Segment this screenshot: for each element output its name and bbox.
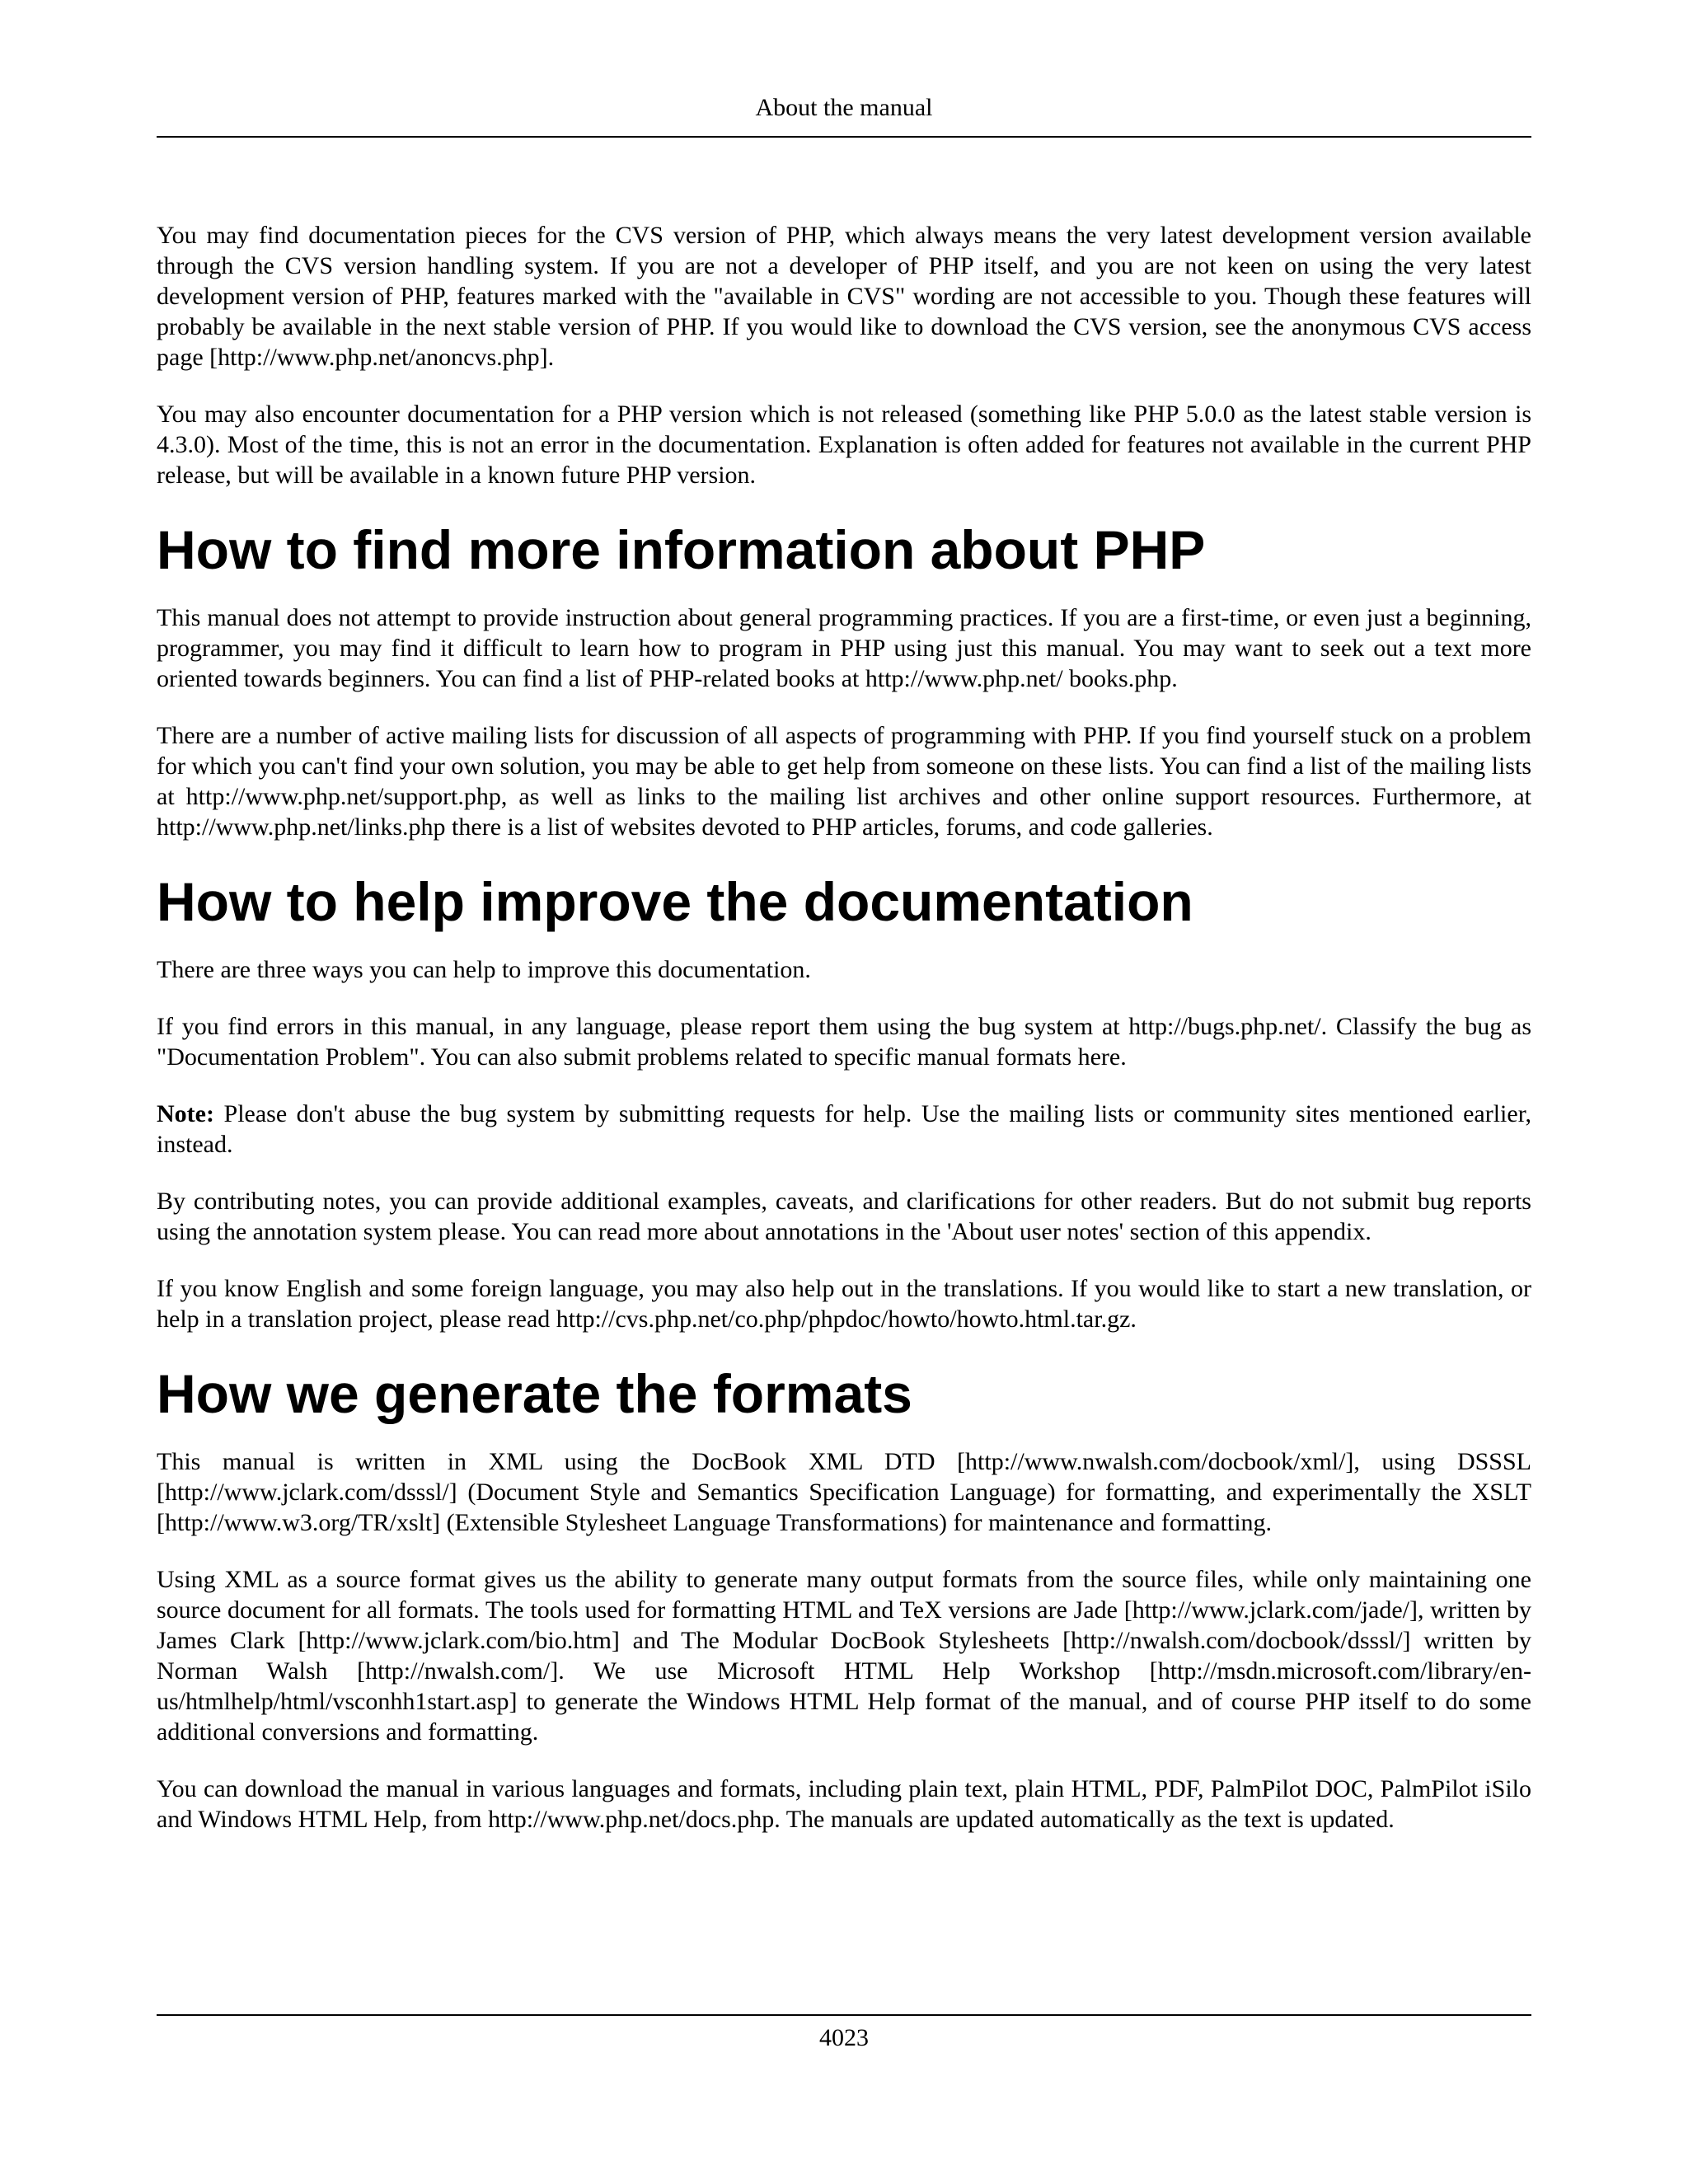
note-block: [157, 1099, 1531, 1160]
note-text: Please don't abuse the bug system by submitting requests for help. Use the mailing lists or community sites mentioned earlier, instead.: [157, 1100, 1531, 1158]
help-paragraph-translations: If you know English and some foreign language, you may also help out in the translations. If you would like to start a new translation, or help in a translation project, please read http://cvs.php.net/co.php/phpdoc/howto/howto.html.tar.gz.: [157, 1275, 1531, 1333]
note-label: Note:: [157, 1100, 214, 1127]
info-paragraph-books: This manual does not attempt to provide instruction about general programming practices. If you are a first-time, or even just a beginning, programmer, you may find it difficult to learn how to program in PHP using just this manual. You may want to seek out a text more oriented towards beginners. You can find a list of PHP-related books at http://www.php.net/ books.php.: [157, 604, 1531, 692]
formats-paragraph-tools: Using XML as a source format gives us the ability to generate many output formats from the source files, while only maintaining one source document for all formats. The tools used for formatting HTML and TeX versions are Jade [http://www.jclark.com/jade/], written by James Clark [http://www.jclark.com/bio.htm] and The Modular DocBook Stylesheets [http://nwalsh.com/docbook/dsssl/] written by Norman Walsh [http://nwalsh.com/]. We use Microsoft HTML Help Workshop [http://msdn.microsoft.com/library/en-us/htmlhelp/html/vsconhh1start.asp] to generate the Windows HTML Help format of the manual, and of course PHP itself to do some additional conversions and formatting.: [157, 1566, 1531, 1746]
help-paragraph-bugs: If you find errors in this manual, in any language, please report them using the bug system at http://bugs.php.net/. Classify the bug as "Documentation Problem". You can also submit problems related to specific manual formats here.: [157, 1013, 1531, 1071]
heading-generate-formats: How we generate the formats: [157, 1363, 912, 1424]
formats-paragraph-download: You can download the manual in various languages and formats, including plain text, plain HTML, PDF, PalmPilot DOC, PalmPilot iSilo and Windows HTML Help, from http://www.php.net/docs.php. The manuals are updated automatically as the text is updated.: [157, 1775, 1531, 1833]
heading-more-information: How to find more information about PHP: [157, 519, 1206, 580]
help-paragraph-intro: There are three ways you can help to improve this documentation.: [157, 956, 811, 983]
intro-paragraph-unreleased: You may also encounter documentation for a PHP version which is not released (something like PHP 5.0.0 as the latest stable version is 4.3.0). Most of the time, this is not an error in the documentation. Explanation is often added for features not available in the current PHP release, but will be available in a known future PHP version.: [157, 401, 1531, 489]
header-rule: [157, 136, 1531, 138]
heading-improve-documentation: How to help improve the documentation: [157, 871, 1193, 932]
info-paragraph-mailing-lists: There are a number of active mailing lists for discussion of all aspects of programming with PHP. If you find yourself stuck on a problem for which you can't find your own solution, you may be able to get help from someone on these lists. You can find a list of the mailing lists at http://www.php.net/support.php, as well as links to the mailing list archives and other online support resources. Furthermore, at http://www.php.net/links.php there is a list of websites devoted to PHP articles, forums, and code galleries.: [157, 722, 1531, 841]
page-body: [157, 220, 1531, 1861]
footer-rule: [157, 2014, 1531, 2016]
intro-paragraph-cvs: You may find documentation pieces for the CVS version of PHP, which always means the very latest development version available through the CVS version handling system. If you are not a developer of PHP itself, and you are not keen on using the very latest development version of PHP, features marked with the "available in CVS" wording are not accessible to you. Though these features will probably be available in the next stable version of PHP. If you would like to download the CVS version, see the anonymous CVS access page [http://www.php.net/anoncvs.php].: [157, 222, 1531, 371]
page-number: 4023: [819, 2024, 869, 2051]
help-paragraph-notes: By contributing notes, you can provide additional examples, caveats, and clarifications for other readers. But do not submit bug reports using the annotation system please. You can read more about annotations in the 'About user notes' section of this appendix.: [157, 1188, 1531, 1245]
formats-paragraph-xml: This manual is written in XML using the DocBook XML DTD [http://www.nwalsh.com/docbook/xml/], using DSSSL [http://www.jclark.com/dsssl/] (Document Style and Semantics Specification Language) for formatting, and experimentally the XSLT [http://www.w3.org/TR/xslt] (Extensible Stylesheet Language Transformations) for maintenance and formatting.: [157, 1448, 1531, 1536]
running-header: About the manual: [755, 94, 933, 121]
